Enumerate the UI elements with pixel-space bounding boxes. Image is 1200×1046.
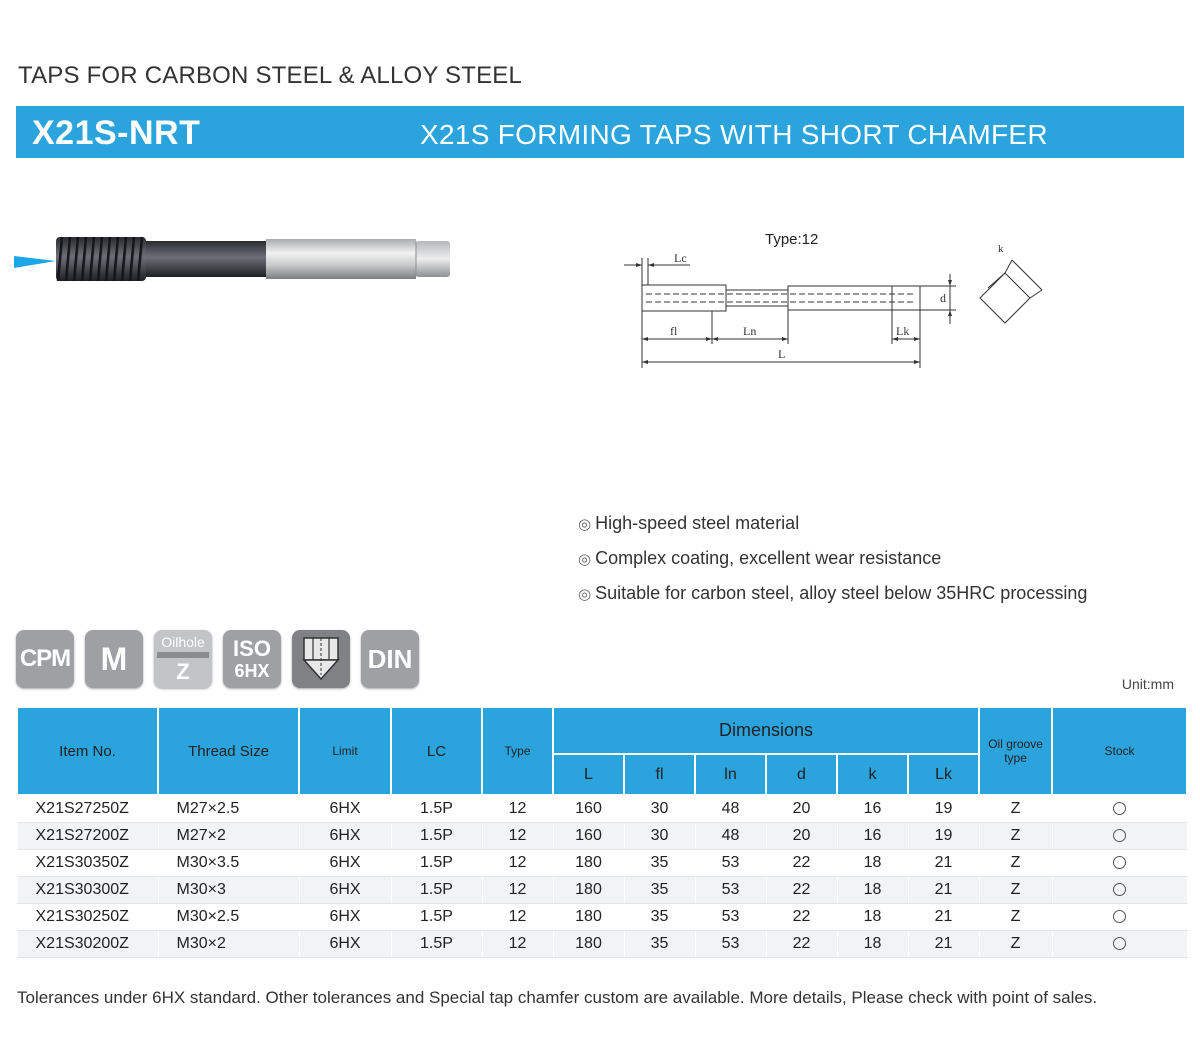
property-icons — [16, 630, 419, 688]
metric-icon: M — [85, 630, 143, 688]
cell-lc: 1.5P — [391, 823, 482, 850]
cell-type: 12 — [482, 795, 553, 823]
cell-l: 180 — [553, 931, 624, 958]
cell-l: 180 — [553, 904, 624, 931]
cell-lc: 1.5P — [391, 931, 482, 958]
header-oil-groove-type: Oil groove type — [979, 707, 1052, 795]
cell-fl: 30 — [624, 823, 695, 850]
cell-fl: 30 — [624, 795, 695, 823]
cell-type: 12 — [482, 823, 553, 850]
stock-indicator-icon — [1113, 937, 1126, 950]
oilhole-label: Oilhole — [161, 634, 205, 650]
table-row — [17, 795, 1187, 823]
tap-chamfer-icon — [292, 630, 350, 688]
header-lc: LC — [391, 707, 482, 795]
cell-d: 20 — [766, 823, 837, 850]
cell-thread-size: M30×3.5 — [158, 850, 299, 877]
chamfer-graphic — [299, 635, 343, 683]
category-title: TAPS FOR CARBON STEEL & ALLOY STEEL — [18, 62, 523, 89]
table-row — [17, 850, 1187, 877]
feature-item — [578, 510, 1087, 545]
cell-thread-size: M30×2.5 — [158, 904, 299, 931]
header-dim-fl: fl — [624, 754, 695, 795]
dim-label-ln: Ln — [743, 324, 757, 338]
cell-l: 160 — [553, 823, 624, 850]
bullet-icon: ◎ — [578, 551, 592, 568]
tap-photo-graphic — [10, 228, 455, 292]
cell-item-no: X21S30300Z — [17, 877, 158, 904]
dim-label-l: L — [778, 347, 786, 361]
technical-drawing — [610, 228, 1060, 383]
dim-label-k: k — [998, 243, 1004, 255]
header-dim-l: L — [553, 754, 624, 795]
cell-type: 12 — [482, 904, 553, 931]
dim-label-lk: Lk — [896, 324, 910, 338]
cell-ln: 48 — [695, 823, 766, 850]
cell-oil-groove: Z — [979, 850, 1052, 877]
cell-ln: 53 — [695, 877, 766, 904]
cell-oil-groove: Z — [979, 904, 1052, 931]
iso-tolerance: 6HX — [234, 661, 270, 681]
cell-stock — [1052, 795, 1187, 823]
cell-type: 12 — [482, 850, 553, 877]
cell-limit: 6HX — [299, 795, 391, 823]
product-subtitle: X21S FORMING TAPS WITH SHORT CHAMFER — [420, 119, 1048, 150]
cell-type: 12 — [482, 931, 553, 958]
model-code: X21S-NRT — [32, 114, 201, 152]
header-item-no: Item No. — [17, 707, 158, 795]
bullet-icon: ◎ — [578, 516, 592, 533]
iso-label: ISO — [233, 636, 271, 661]
footnote: Tolerances under 6HX standard. Other tolerances and Special tap chamfer custom are available. More details, Please check with point of sales. — [17, 988, 1098, 1007]
header-dim-k: k — [837, 754, 908, 795]
cell-lc: 1.5P — [391, 904, 482, 931]
cell-stock — [1052, 877, 1187, 904]
cell-limit: 6HX — [299, 877, 391, 904]
feature-item — [578, 545, 1087, 580]
table-row — [17, 877, 1187, 904]
cell-stock — [1052, 904, 1187, 931]
product-banner — [16, 106, 1184, 158]
oilhole-type: Z — [176, 659, 190, 684]
cell-thread-size: M30×2 — [158, 931, 299, 958]
cell-lk: 21 — [908, 850, 979, 877]
cpm-icon: CPM — [16, 630, 74, 688]
table-row — [17, 904, 1187, 931]
spec-table — [16, 706, 1188, 958]
table-row — [17, 823, 1187, 850]
cell-d: 22 — [766, 904, 837, 931]
drawing-graphic — [610, 228, 1060, 378]
cell-k: 16 — [837, 795, 908, 823]
cell-ln: 48 — [695, 795, 766, 823]
cell-fl: 35 — [624, 877, 695, 904]
din-icon: DIN — [361, 630, 419, 688]
stock-indicator-icon — [1113, 883, 1126, 896]
cell-lc: 1.5P — [391, 877, 482, 904]
header-dim-ln: ln — [695, 754, 766, 795]
iso-icon — [223, 630, 281, 688]
cell-thread-size: M30×3 — [158, 877, 299, 904]
table-row — [17, 931, 1187, 958]
stock-indicator-icon — [1113, 910, 1126, 923]
cell-lk: 21 — [908, 904, 979, 931]
header-type: Type — [482, 707, 553, 795]
cell-lk: 21 — [908, 931, 979, 958]
cell-d: 22 — [766, 850, 837, 877]
header-stock: Stock — [1052, 707, 1187, 795]
cell-fl: 35 — [624, 904, 695, 931]
cell-lc: 1.5P — [391, 795, 482, 823]
stock-indicator-icon — [1113, 802, 1126, 815]
cell-lk: 19 — [908, 823, 979, 850]
cell-lk: 21 — [908, 877, 979, 904]
cell-limit: 6HX — [299, 823, 391, 850]
cell-k: 18 — [837, 850, 908, 877]
cell-oil-groove: Z — [979, 931, 1052, 958]
oilhole-icon — [154, 630, 212, 688]
cell-d: 22 — [766, 877, 837, 904]
header-dimensions: Dimensions — [553, 707, 979, 754]
header-limit: Limit — [299, 707, 391, 795]
unit-label: Unit:mm — [1121, 676, 1174, 692]
cell-item-no: X21S27250Z — [17, 795, 158, 823]
feature-text: Suitable for carbon steel, alloy steel below 35HRC processing — [595, 583, 1088, 603]
cell-d: 20 — [766, 795, 837, 823]
feature-text: Complex coating, excellent wear resistance — [595, 548, 942, 568]
dim-label-d: d — [940, 291, 946, 305]
cell-stock — [1052, 823, 1187, 850]
cell-thread-size: M27×2 — [158, 823, 299, 850]
feature-text: High-speed steel material — [595, 513, 800, 533]
cell-stock — [1052, 931, 1187, 958]
stock-indicator-icon — [1113, 829, 1126, 842]
cell-l: 160 — [553, 795, 624, 823]
feature-item — [578, 580, 1087, 615]
header-thread-size: Thread Size — [158, 707, 299, 795]
cell-item-no: X21S27200Z — [17, 823, 158, 850]
cell-item-no: X21S30200Z — [17, 931, 158, 958]
cell-k: 18 — [837, 931, 908, 958]
dim-label-lc: Lc — [674, 251, 687, 265]
drawing-type-label: Type:12 — [765, 231, 819, 248]
cell-oil-groove: Z — [979, 795, 1052, 823]
cell-l: 180 — [553, 850, 624, 877]
cell-lc: 1.5P — [391, 850, 482, 877]
cell-thread-size: M27×2.5 — [158, 795, 299, 823]
cell-item-no: X21S30250Z — [17, 904, 158, 931]
cell-k: 16 — [837, 823, 908, 850]
cell-fl: 35 — [624, 850, 695, 877]
cell-type: 12 — [482, 877, 553, 904]
header-dim-lk: Lk — [908, 754, 979, 795]
cell-stock — [1052, 850, 1187, 877]
bullet-icon: ◎ — [578, 586, 592, 603]
cell-d: 22 — [766, 931, 837, 958]
tap-photo — [10, 228, 455, 297]
cell-lk: 19 — [908, 795, 979, 823]
cell-limit: 6HX — [299, 931, 391, 958]
cell-k: 18 — [837, 904, 908, 931]
cell-item-no: X21S30350Z — [17, 850, 158, 877]
cell-ln: 53 — [695, 850, 766, 877]
cell-l: 180 — [553, 877, 624, 904]
cell-k: 18 — [837, 877, 908, 904]
stock-indicator-icon — [1113, 856, 1126, 869]
cell-limit: 6HX — [299, 850, 391, 877]
cell-limit: 6HX — [299, 904, 391, 931]
feature-list — [578, 510, 1087, 615]
dim-label-fl: fl — [670, 324, 678, 338]
cell-fl: 35 — [624, 931, 695, 958]
cell-ln: 53 — [695, 904, 766, 931]
oilhole-divider — [157, 652, 209, 658]
cell-oil-groove: Z — [979, 877, 1052, 904]
header-dim-d: d — [766, 754, 837, 795]
cell-oil-groove: Z — [979, 823, 1052, 850]
cell-ln: 53 — [695, 931, 766, 958]
